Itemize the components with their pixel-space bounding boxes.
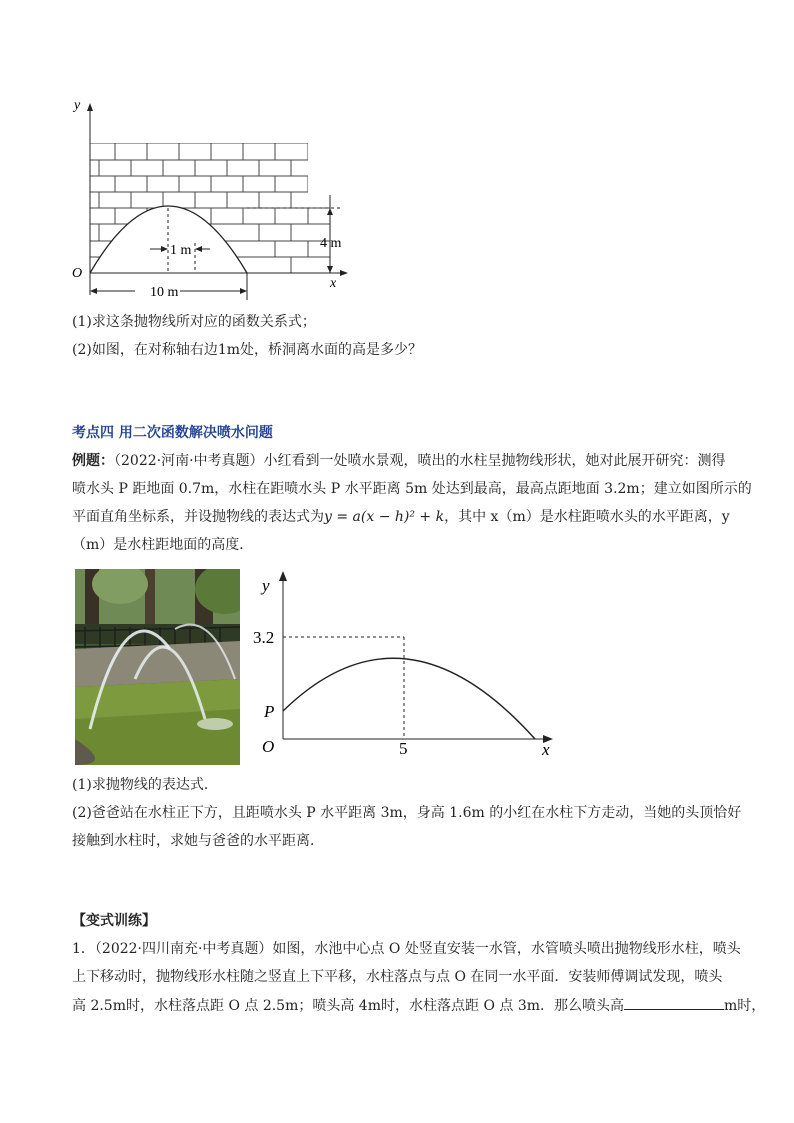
peak-y-label: 3.2 — [253, 628, 275, 647]
width-label: 10 m — [150, 285, 179, 300]
origin-label: O — [72, 266, 83, 281]
x-axis-label: x — [542, 740, 550, 759]
training-line2: 上下移动时，抛物线形水柱随之竖直上下平移，水柱落点与点 O 在同一水平面．安装师傅调试发现，喷头 — [72, 969, 723, 985]
answer-blank[interactable] — [624, 995, 724, 1010]
height-label: 4 m — [320, 236, 342, 251]
example-formula: y = a(x − h)² + k — [324, 509, 445, 525]
origin-label: O — [262, 737, 275, 756]
training-line3-post: m时， — [724, 998, 766, 1014]
training-line3 — [72, 995, 766, 1016]
training-line3-pre: 高 2.5m时，水柱落点距 O 点 2.5m；喷头高 4m时，水柱落点距 O 点 3m．那么喷头高 — [72, 998, 625, 1014]
parabola-curve — [283, 658, 535, 739]
training-title: 【变式训练】 — [72, 913, 156, 929]
example-line3-pre: 平面直角坐标系，并设抛物线的表达式为 — [72, 509, 324, 525]
problem2-q2-line2: 接触到水柱时，求她与爸爸的水平距离． — [72, 833, 324, 849]
problem1-q1: (1)求这条抛物线所对应的函数关系式； — [72, 314, 316, 330]
fountain-parabola-figure — [250, 569, 560, 765]
y-axis-label: y — [74, 98, 81, 113]
brick-wall — [90, 143, 330, 273]
training-line1: 1．（2022·四川南充·中考真题）如图，水池中心点 O 处竖直安装一水管，水管喷头喷出抛物线形水柱，喷头 — [72, 941, 741, 957]
example-label: 例题： — [72, 453, 114, 469]
section4-title: 考点四 用二次函数解决喷水问题 — [72, 425, 273, 441]
example-line3 — [72, 507, 732, 527]
y-axis-label: y — [262, 576, 270, 595]
example-line2: 喷水头 P 距地面 0.7m，水柱在距喷水头 P 水平距离 5m 处达到最高，最高点距地面 3.2m；建立如图所示的 — [72, 481, 752, 497]
example-line4: （m）是水柱距地面的高度． — [72, 537, 254, 553]
example-line1 — [72, 451, 732, 471]
problem2-q1: (1)求抛物线的表达式． — [72, 777, 218, 793]
bridge-arch-figure — [60, 95, 360, 310]
peak-x-label: 5 — [399, 739, 408, 758]
offset-label: 1 m — [170, 243, 192, 258]
p-label: P — [264, 702, 275, 721]
x-axis-label: x — [330, 276, 337, 291]
problem1-q2: (2)如图，在对称轴右边1m处，桥洞离水面的高是多少？ — [72, 342, 423, 358]
example-text1: （2022·河南·中考真题）小红看到一处喷水景观，喷出的水柱呈抛物线形状，她对此展开研究：测得 — [114, 453, 726, 469]
example-line3-post: ，其中 x（m）是水柱距喷水头的水平距离，y — [444, 509, 730, 525]
fountain-photo — [75, 569, 240, 765]
problem2-q2-line1: (2)爸爸站在水柱正下方，且距喷水头 P 水平距离 3m，身高 1.6m 的小红在水柱下方走动，当她的头顶恰好 — [72, 805, 742, 821]
